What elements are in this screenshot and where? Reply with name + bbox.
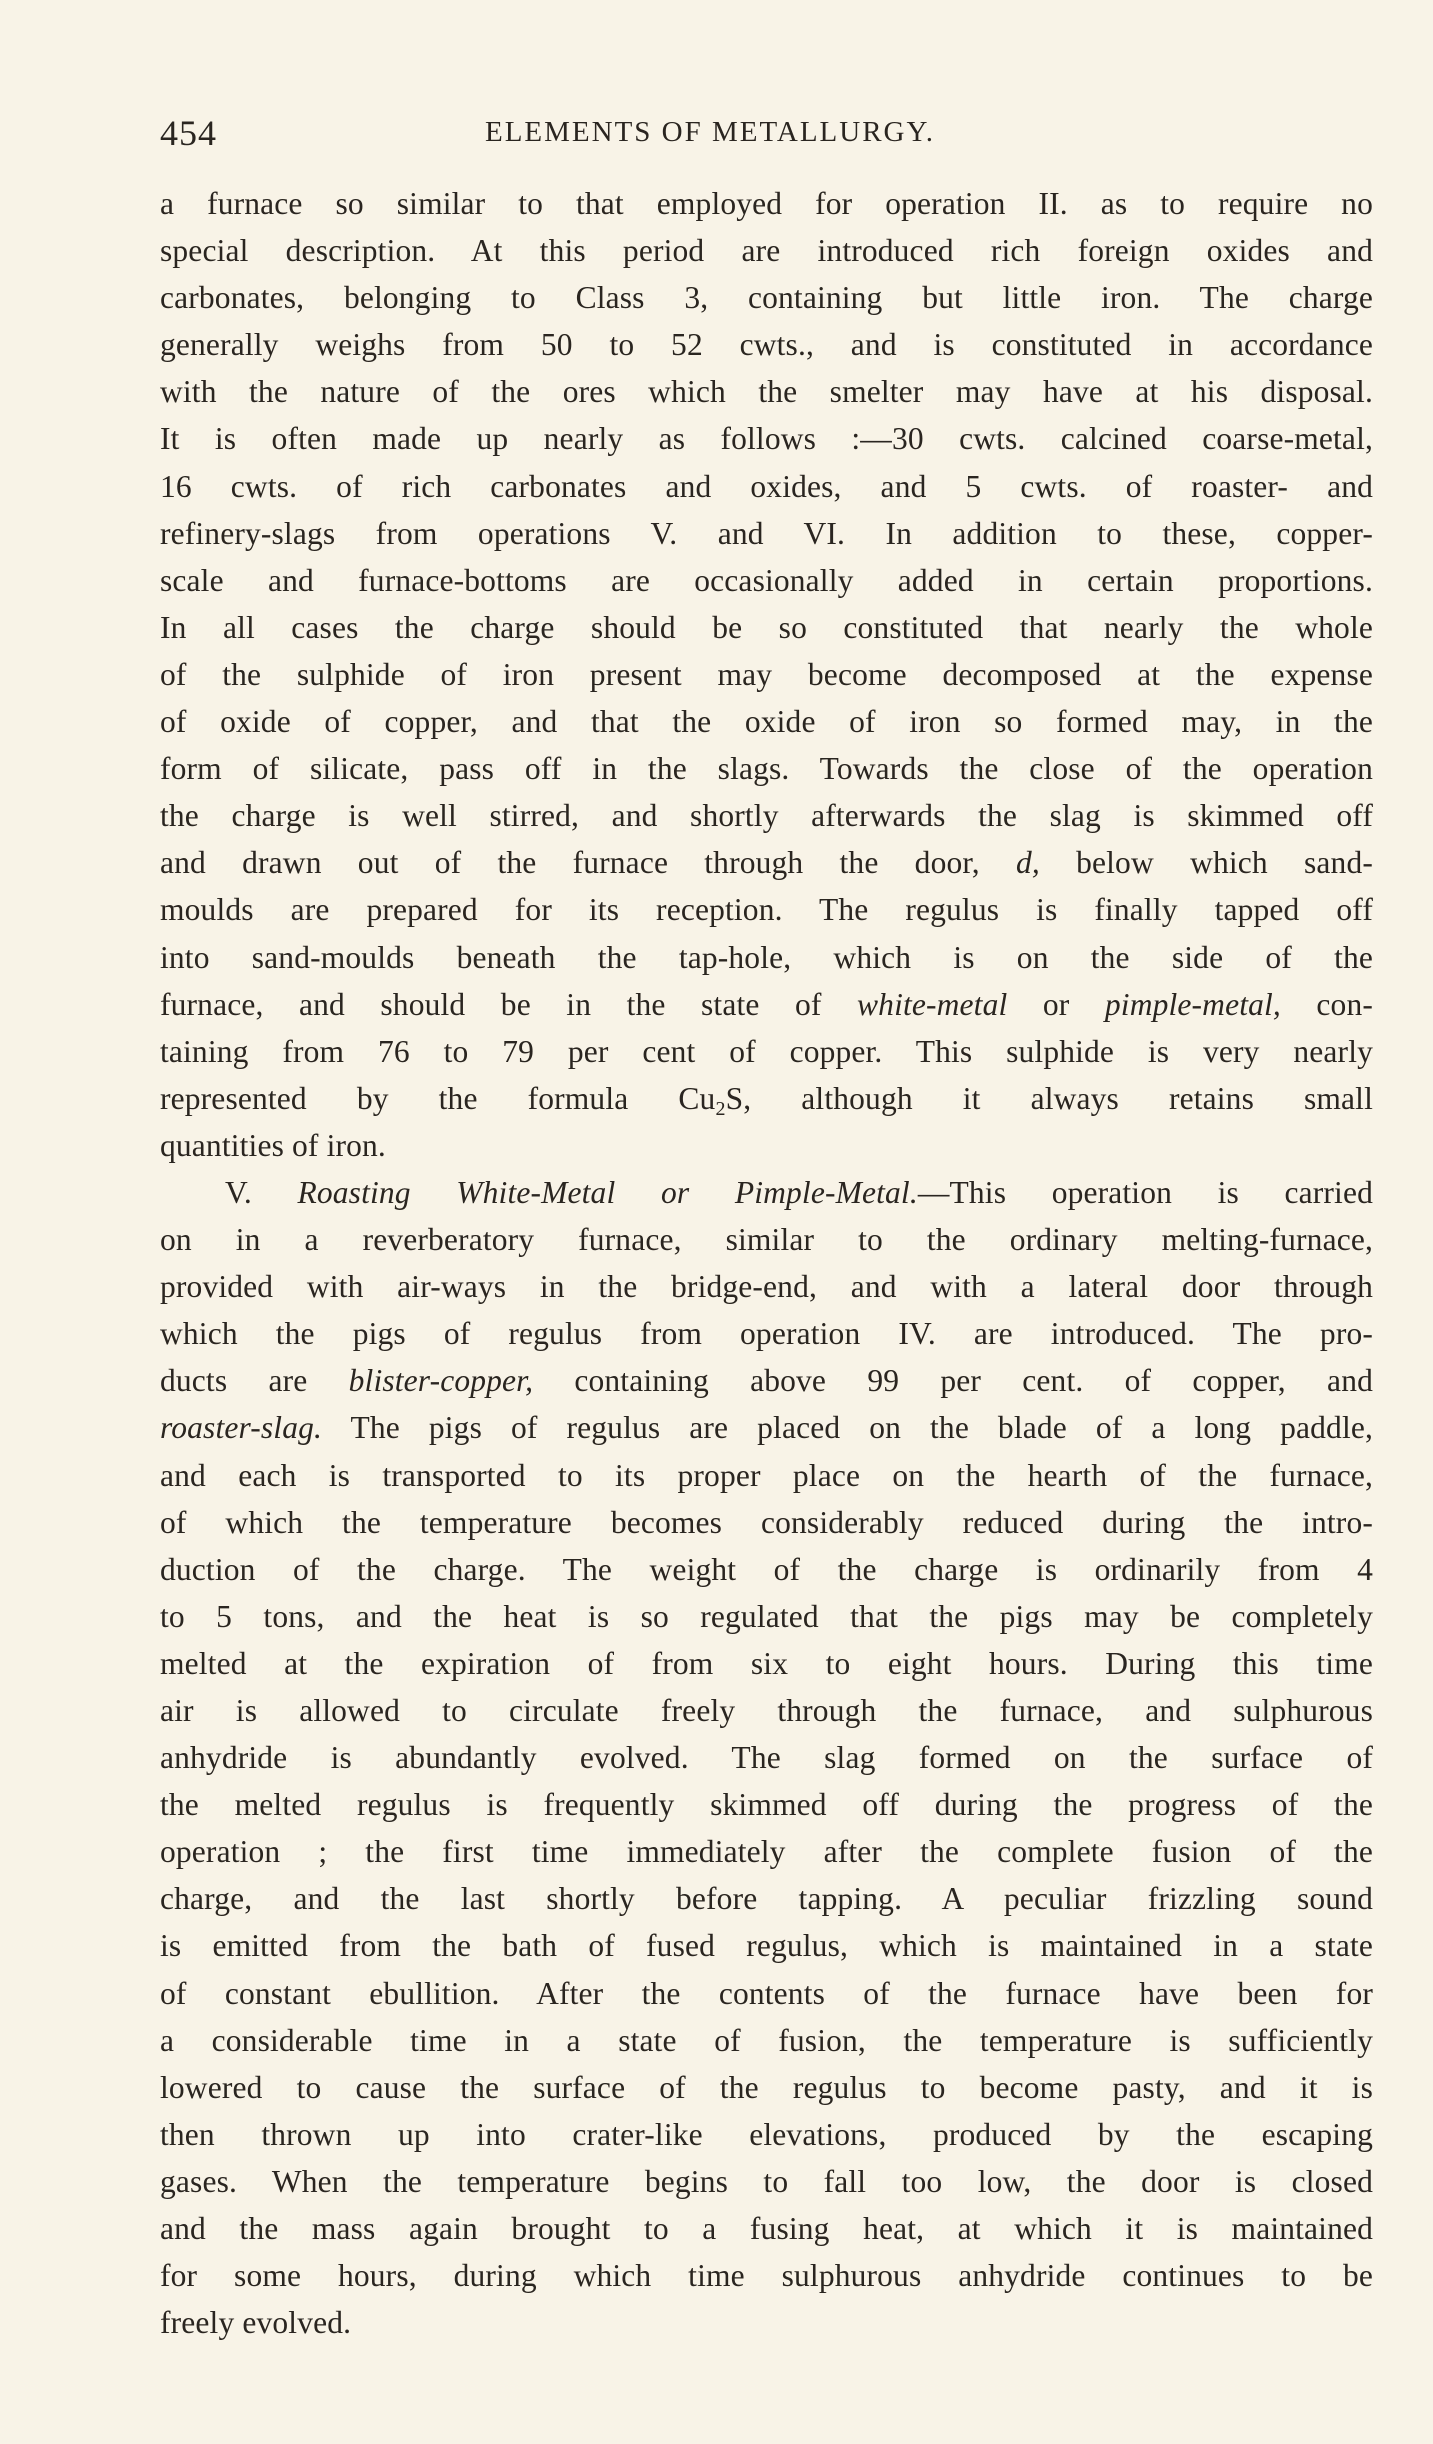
text-line: then thrown up into crater-like elevations, produced by the escaping bbox=[160, 2116, 1373, 2152]
text-line bbox=[160, 839, 1373, 886]
text-line: gases. When the temperature begins to fall too low, the door is closed bbox=[160, 2163, 1373, 2199]
text-line bbox=[160, 1404, 1373, 1451]
text-line bbox=[160, 981, 1373, 1028]
text-line: form of silicate, pass off in the slags. Towards the close of the operation bbox=[160, 751, 1373, 787]
text-line: lowered to cause the surface of the regulus to become pasty, and it is bbox=[160, 2069, 1373, 2105]
text-line: on in a reverberatory furnace, similar to the ordinary melting-furnace, bbox=[160, 1222, 1373, 1258]
text-line: It is often made up nearly as follows :—30 cwts. calcined coarse-metal, bbox=[160, 421, 1373, 457]
text-line: of which the temperature becomes considerably reduced during the intro- bbox=[160, 1504, 1373, 1540]
subscript: 2 bbox=[715, 1097, 726, 1120]
line-segment: furnace, and should be in the state of bbox=[160, 986, 858, 1022]
text-line: for some hours, during which time sulphurous anhydride continues to be bbox=[160, 2258, 1373, 2294]
running-title: ELEMENTS OF METALLURGY. bbox=[485, 116, 935, 148]
text-line: operation ; the first time immediately after the complete fusion of the bbox=[160, 1834, 1373, 1870]
text-line bbox=[160, 1075, 1373, 1122]
text-line: of the sulphide of iron present may become decomposed at the expense bbox=[160, 656, 1373, 692]
text-line: 16 cwts. of rich carbonates and oxides, and 5 cwts. of roaster- and bbox=[160, 468, 1373, 504]
text-line: generally weighs from 50 to 52 cwts., and is constituted in accordance bbox=[160, 327, 1373, 363]
text-line: carbonates, belonging to Class 3, containing but little iron. The charge bbox=[160, 280, 1373, 316]
section-numeral: V. bbox=[225, 1174, 252, 1210]
line-italic: white-metal bbox=[857, 986, 1008, 1022]
text-line: In all cases the charge should be so constituted that nearly the whole bbox=[160, 609, 1373, 645]
line-segment: and drawn out of the furnace through the door, bbox=[160, 845, 1016, 881]
section-heading-line bbox=[160, 1169, 1373, 1216]
line-segment: containing above 99 per cent. of copper, and bbox=[533, 1363, 1373, 1399]
text-line: air is allowed to circulate freely through the furnace, and sulphurous bbox=[160, 1693, 1373, 1728]
text-line: quantities of iron. bbox=[160, 1127, 386, 1163]
text-line: is emitted from the bath of fused regulus, which is maintained in a state bbox=[160, 1928, 1373, 1964]
line-segment: ducts are bbox=[160, 1363, 349, 1399]
line-italic: blister-copper, bbox=[348, 1363, 534, 1399]
text-line: to 5 tons, and the heat is so regulated that the pigs may be completely bbox=[160, 1598, 1373, 1634]
page-header bbox=[160, 112, 1370, 162]
page-number: 454 bbox=[160, 113, 217, 153]
line-segment: represented by the formula Cu bbox=[160, 1080, 716, 1116]
text-line: anhydride is abundantly evolved. The slag formed on the surface of bbox=[160, 1740, 1373, 1776]
text-line: which the pigs of regulus from operation IV. are introduced. The pro- bbox=[160, 1316, 1373, 1352]
text-line: a considerable time in a state of fusion, the temperature is sufficiently bbox=[160, 2022, 1373, 2058]
text-line: special description. At this period are introduced rich foreign oxides and bbox=[160, 233, 1373, 269]
line-segment: con- bbox=[1280, 986, 1373, 1022]
body-text bbox=[160, 180, 1373, 2346]
text-line: taining from 76 to 79 per cent of copper. This sulphide is very nearly bbox=[160, 1033, 1373, 1069]
text-line: and each is transported to its proper place on the hearth of the furnace, bbox=[160, 1457, 1373, 1493]
text-line: into sand-moulds beneath the tap-hole, which is on the side of the bbox=[160, 939, 1373, 975]
line-segment: below which sand- bbox=[1039, 845, 1373, 881]
text-line: freely evolved. bbox=[160, 2305, 352, 2341]
line-italic: roaster-slag. bbox=[160, 1410, 323, 1446]
line-segment: S, although it always retains small bbox=[725, 1080, 1373, 1116]
text-line: with the nature of the ores which the smelter may have at his disposal. bbox=[160, 374, 1373, 410]
text-line bbox=[160, 1357, 1373, 1404]
text-line: a furnace so similar to that employed for operation II. as to require no bbox=[160, 186, 1373, 221]
text-line: provided with air-ways in the bridge-end, and with a lateral door through bbox=[160, 1269, 1373, 1305]
text-line: and the mass again brought to a fusing heat, at which it is maintained bbox=[160, 2211, 1373, 2247]
text-line: duction of the charge. The weight of the charge is ordinarily from 4 bbox=[160, 1551, 1373, 1587]
line-italic: d, bbox=[1015, 845, 1040, 881]
line-segment: The pigs of regulus are placed on the blade of a long paddle, bbox=[322, 1410, 1373, 1446]
text-line: moulds are prepared for its reception. The regulus is finally tapped off bbox=[160, 892, 1373, 928]
line-segment: —This operation is carried bbox=[917, 1174, 1373, 1210]
text-line: refinery-slags from operations V. and VI. In addition to these, copper- bbox=[160, 515, 1373, 551]
text-line: the charge is well stirred, and shortly afterwards the slag is skimmed off bbox=[160, 798, 1373, 834]
text-line: the melted regulus is frequently skimmed off during the progress of the bbox=[160, 1787, 1373, 1823]
line-italic: pimple-metal, bbox=[1104, 986, 1281, 1022]
line-segment: or bbox=[1007, 986, 1105, 1022]
text-line: of constant ebullition. After the contents of the furnace have been for bbox=[160, 1975, 1373, 2011]
text-line: melted at the expiration of from six to eight hours. During this time bbox=[160, 1645, 1373, 1681]
text-line: of oxide of copper, and that the oxide of iron so formed may, in the bbox=[160, 704, 1373, 740]
text-line: scale and furnace-bottoms are occasionally added in certain proportions. bbox=[160, 562, 1373, 598]
section-title: Roasting White-Metal or Pimple-Metal. bbox=[297, 1174, 918, 1210]
text-line: charge, and the last shortly before tapping. A peculiar frizzling sound bbox=[160, 1881, 1373, 1917]
